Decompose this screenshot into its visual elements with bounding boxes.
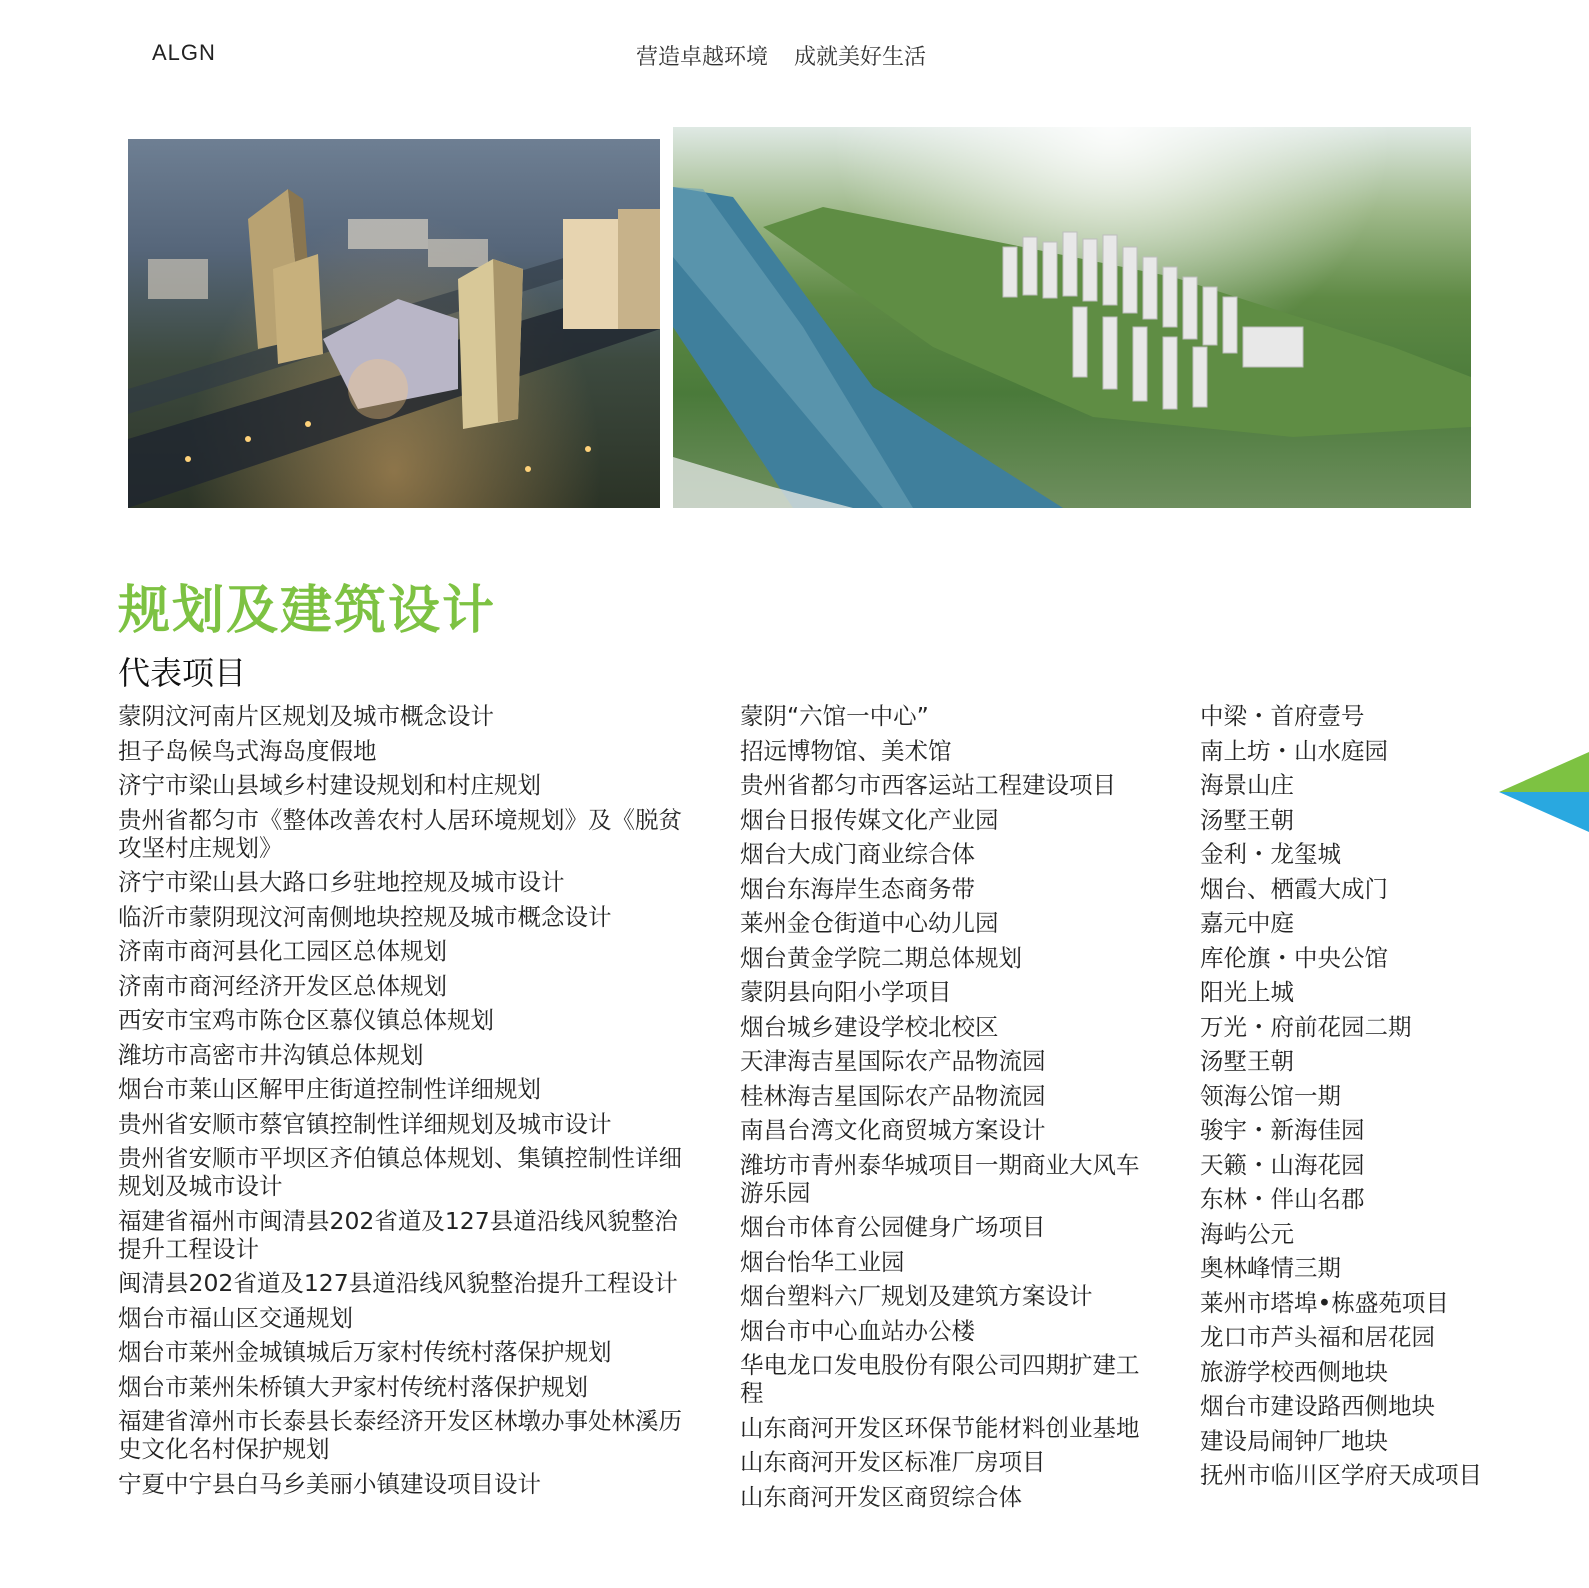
project-item: 烟台东海岸生态商务带 <box>740 874 975 903</box>
project-item: 海屿公元 <box>1200 1219 1294 1248</box>
project-item: 抚州市临川区学府天成项目 <box>1200 1461 1482 1489</box>
section-title: 规划及建筑设计 <box>118 581 497 641</box>
project-item: 嘉元中庭 <box>1200 909 1294 937</box>
project-list-column-1 <box>118 702 688 1504</box>
project-list-column-2 <box>740 702 1160 1517</box>
project-item: 南昌台湾文化商贸城方案设计 <box>740 1116 1046 1144</box>
city-illustration <box>128 139 660 508</box>
slogan <box>636 40 926 71</box>
night-city-rendering <box>128 139 660 508</box>
project-item: 蒙阴县向阳小学项目 <box>740 978 952 1006</box>
slogan-part-1: 营造卓越环境 <box>636 45 769 70</box>
project-item: 阳光上城 <box>1200 978 1294 1006</box>
project-item: 山东商河开发区标准厂房项目 <box>740 1448 1046 1476</box>
project-item: 济南市商河经济开发区总体规划 <box>118 971 447 1000</box>
section-subtitle: 代表项目 <box>118 654 247 692</box>
project-item: 西安市宝鸡市陈仓区慕仪镇总体规划 <box>118 1006 494 1034</box>
project-item: 蒙阴汶河南片区规划及城市概念设计 <box>118 702 494 730</box>
project-item: 济南市商河县化工园区总体规划 <box>118 937 447 965</box>
project-item: 海景山庄 <box>1200 771 1294 799</box>
project-item: 莱州金仓街道中心幼儿园 <box>740 909 999 937</box>
project-item: 闽清县202省道及127县道沿线风貌整治提升工程设计 <box>118 1269 678 1297</box>
project-item: 金利・龙玺城 <box>1200 840 1341 868</box>
project-item: 临沂市蒙阴现汶河南侧地块控规及城市概念设计 <box>118 902 612 931</box>
project-list-column-3 <box>1200 702 1520 1496</box>
project-item: 龙口市芦头福和居花园 <box>1200 1323 1435 1351</box>
project-item: 烟台市福山区交通规划 <box>118 1303 353 1332</box>
project-item: 库伦旗・中央公馆 <box>1200 943 1388 972</box>
project-item: 万光・府前花园二期 <box>1200 1012 1412 1041</box>
project-item: 烟台市建设路西侧地块 <box>1200 1392 1435 1420</box>
project-item: 潍坊市高密市井沟镇总体规划 <box>118 1040 424 1069</box>
project-item: 蒙阴“六馆一中心” <box>740 702 929 730</box>
project-item: 奥林峰情三期 <box>1200 1254 1341 1282</box>
project-item: 莱州市塔埠•栋盛苑项目 <box>1200 1288 1449 1317</box>
project-item: 贵州省都匀市西客运站工程建设项目 <box>740 771 1116 799</box>
project-item: 济宁市梁山县域乡村建设规划和村庄规划 <box>118 771 541 799</box>
slogan-part-2: 成就美好生活 <box>794 45 927 70</box>
project-item: 贵州省安顺市蔡官镇控制性详细规划及城市设计 <box>118 1109 612 1138</box>
project-item: 烟台怡华工业园 <box>740 1247 905 1276</box>
project-item: 烟台市莱州金城镇城后万家村传统村落保护规划 <box>118 1338 612 1366</box>
project-item: 山东商河开发区环保节能材料创业基地 <box>740 1413 1140 1442</box>
project-item: 南上坊・山水庭园 <box>1200 736 1388 765</box>
riverside-residential-rendering <box>673 127 1471 508</box>
project-item: 贵州省都匀市《整体改善农村人居环境规划》及《脱贫攻坚村庄规划》 <box>118 805 682 862</box>
green-triangle-icon <box>1499 752 1589 792</box>
project-item: 骏宇・新海佳园 <box>1200 1116 1365 1144</box>
riverside-illustration <box>673 127 1471 508</box>
project-item: 东林・伴山名郡 <box>1200 1185 1365 1213</box>
project-item: 烟台市莱山区解甲庄街道控制性详细规划 <box>118 1075 541 1103</box>
project-item: 桂林海吉星国际农产品物流园 <box>740 1081 1046 1110</box>
project-item: 担子岛候鸟式海岛度假地 <box>118 736 377 765</box>
project-item: 华电龙口发电股份有限公司四期扩建工程 <box>740 1351 1140 1407</box>
project-item: 山东商河开发区商贸综合体 <box>740 1482 1022 1511</box>
logo: ALGN <box>152 40 216 65</box>
project-item: 招远博物馆、美术馆 <box>740 736 952 765</box>
project-item: 贵州省安顺市平坝区齐伯镇总体规划、集镇控制性详细规划及城市设计 <box>118 1144 682 1200</box>
project-item: 福建省福州市闽清县202省道及127县道沿线风貌整治提升工程设计 <box>118 1206 678 1263</box>
project-item: 建设局闹钟厂地块 <box>1200 1426 1388 1455</box>
project-item: 烟台黄金学院二期总体规划 <box>740 943 1022 972</box>
project-item: 烟台市中心血站办公楼 <box>740 1316 975 1345</box>
project-item: 济宁市梁山县大路口乡驻地控规及城市设计 <box>118 868 565 896</box>
project-item: 烟台市体育公园健身广场项目 <box>740 1213 1046 1241</box>
project-item: 烟台大成门商业综合体 <box>740 840 975 868</box>
project-item: 领海公馆一期 <box>1200 1081 1341 1110</box>
project-item: 烟台市莱州朱桥镇大尹家村传统村落保护规划 <box>118 1372 588 1401</box>
project-item: 汤墅王朝 <box>1200 1047 1294 1075</box>
project-item: 烟台、栖霞大成门 <box>1200 874 1388 903</box>
project-item: 天津海吉星国际农产品物流园 <box>740 1047 1046 1075</box>
project-item: 烟台日报传媒文化产业园 <box>740 805 999 834</box>
project-item: 烟台城乡建设学校北校区 <box>740 1012 999 1041</box>
blue-triangle-icon <box>1499 792 1589 832</box>
project-item: 旅游学校西侧地块 <box>1200 1357 1388 1386</box>
project-item: 福建省漳州市长泰县长泰经济开发区林墩办事处林溪历史文化名村保护规划 <box>118 1407 682 1463</box>
project-item: 天籁・山海花园 <box>1200 1150 1365 1179</box>
project-item: 烟台塑料六厂规划及建筑方案设计 <box>740 1282 1093 1310</box>
project-item: 中梁・首府壹号 <box>1200 702 1365 730</box>
project-item: 汤墅王朝 <box>1200 805 1294 834</box>
arrow-decoration-icon <box>1499 752 1589 832</box>
project-item: 宁夏中宁县白马乡美丽小镇建设项目设计 <box>118 1469 541 1498</box>
project-item: 潍坊市青州泰华城项目一期商业大风车游乐园 <box>740 1150 1140 1207</box>
